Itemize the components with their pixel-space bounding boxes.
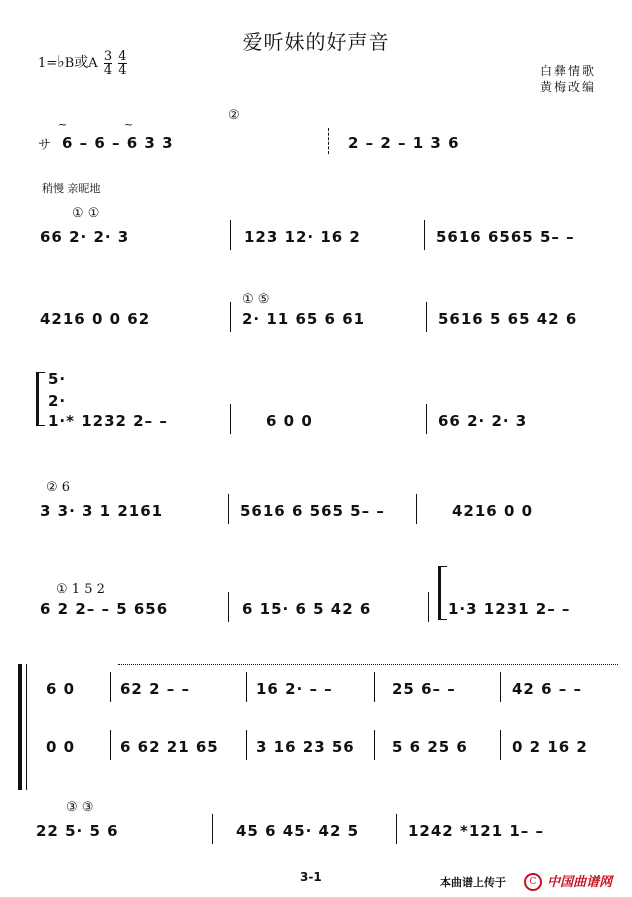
row5-seg0: 6 2 2– – 5 656 (40, 600, 169, 618)
row0-marks: ② (228, 108, 240, 123)
dashed-barline (328, 128, 329, 154)
row5-marks: ① 1 5 2 (56, 582, 105, 597)
key-alt: A (88, 56, 98, 71)
row8-seg2: 1242 *121 1– – (408, 822, 545, 840)
barline (110, 730, 111, 760)
barline (396, 814, 397, 844)
row2-marks: ① ⑤ (242, 292, 270, 307)
page-title: 爱听妹的好声音 (242, 30, 390, 54)
row4-seg1: 5616 6 565 5– – (240, 502, 385, 520)
barline (500, 730, 501, 760)
row1-seg1: 123 12· 16 2 (244, 228, 361, 246)
row7-seg2: 3 16 23 56 (256, 738, 355, 756)
barline (374, 672, 375, 702)
row0-seg0: 6 – 6 – 6 3 3 (62, 134, 174, 152)
row3-seg1: 6 0 0 (266, 412, 313, 430)
barline (426, 302, 427, 332)
chord-brace (36, 372, 45, 426)
site-logo (524, 871, 612, 891)
barline (212, 814, 213, 844)
row7-seg1: 6 62 21 65 (120, 738, 219, 756)
page-number: 3-1 (300, 870, 322, 884)
row7-seg4: 0 2 16 2 (512, 738, 588, 756)
row2-seg1: 2· 11 65 6 61 (242, 310, 366, 328)
barline (424, 220, 425, 250)
row3-seg2: 66 2· 2· 3 (438, 412, 528, 430)
row6-seg0: 6 0 (46, 680, 76, 698)
time-sig-1: $\frac{3}{4}$ (103, 49, 113, 78)
row0-seg1: 2 – 2 – 1 3 6 (348, 134, 460, 152)
barline (426, 404, 427, 434)
row7-seg3: 5 6 25 6 (392, 738, 468, 756)
key-prefix: 1= (38, 56, 58, 71)
credit-line1: 白彝情歌 (540, 64, 597, 78)
upload-text: 本曲谱上传于 (440, 876, 506, 889)
row4-seg2: 4216 0 0 (452, 502, 534, 520)
dotted-slur (118, 664, 618, 665)
barline (230, 302, 231, 332)
barline (110, 672, 111, 702)
barline (246, 730, 247, 760)
tempo-marking: 稍慢 亲昵地 (42, 182, 101, 195)
barline (228, 494, 229, 524)
time-sig-2: $\frac{4}{4}$ (118, 49, 127, 78)
system-line (26, 664, 27, 790)
credit-line2: 黄梅改编 (540, 80, 597, 94)
barline (500, 672, 501, 702)
key-signature (38, 50, 127, 77)
row8-marks: ③ ③ (66, 800, 94, 815)
key-note: B (64, 56, 75, 71)
barline (246, 672, 247, 702)
row1-marks: ① ① (72, 206, 100, 221)
chord-brace (438, 566, 447, 620)
site-name: 中国曲谱网 (547, 875, 613, 890)
row6-seg4: 42 6 – – (512, 680, 582, 698)
key-or: 或 (74, 55, 89, 71)
row6-seg2: 16 2· – – (256, 680, 333, 698)
row1-seg2: 5616 6565 5– – (436, 228, 575, 246)
row5-seg2: 1·3 1231 2– – (448, 600, 571, 618)
row3-marks: 5· 2· (48, 370, 67, 410)
barline (228, 592, 229, 622)
barline (230, 404, 231, 434)
row8-seg0: 22 5· 5 6 (36, 822, 119, 840)
barline (230, 220, 231, 250)
trill-mark-1: ~ (58, 118, 68, 131)
barline (428, 592, 429, 622)
row6-seg1: 62 2 – – (120, 680, 190, 698)
trill-mark-2: ~ (124, 118, 134, 131)
row4-marks: ② 6 (46, 480, 71, 495)
row6-seg3: 25 6– – (392, 680, 456, 698)
row2-seg2: 5616 5 65 42 6 (438, 310, 578, 328)
row8-seg1: 45 6 45· 42 5 (236, 822, 360, 840)
barline (416, 494, 417, 524)
barline (374, 730, 375, 760)
row3-seg0: 1·* 1232 2– – (48, 412, 168, 430)
row4-seg0: 3 3· 3 1 2161 (40, 502, 164, 520)
system-bracket (18, 664, 22, 790)
intro-mark: サ (38, 138, 52, 153)
row2-seg0: 4216 0 0 62 (40, 310, 151, 328)
row7-seg0: 0 0 (46, 738, 76, 756)
row5-seg1: 6 15· 6 5 42 6 (242, 600, 372, 618)
logo-icon: C (524, 873, 542, 891)
row1-seg0: 66 2· 2· 3 (40, 228, 130, 246)
flat-icon: ♭ (57, 52, 65, 71)
